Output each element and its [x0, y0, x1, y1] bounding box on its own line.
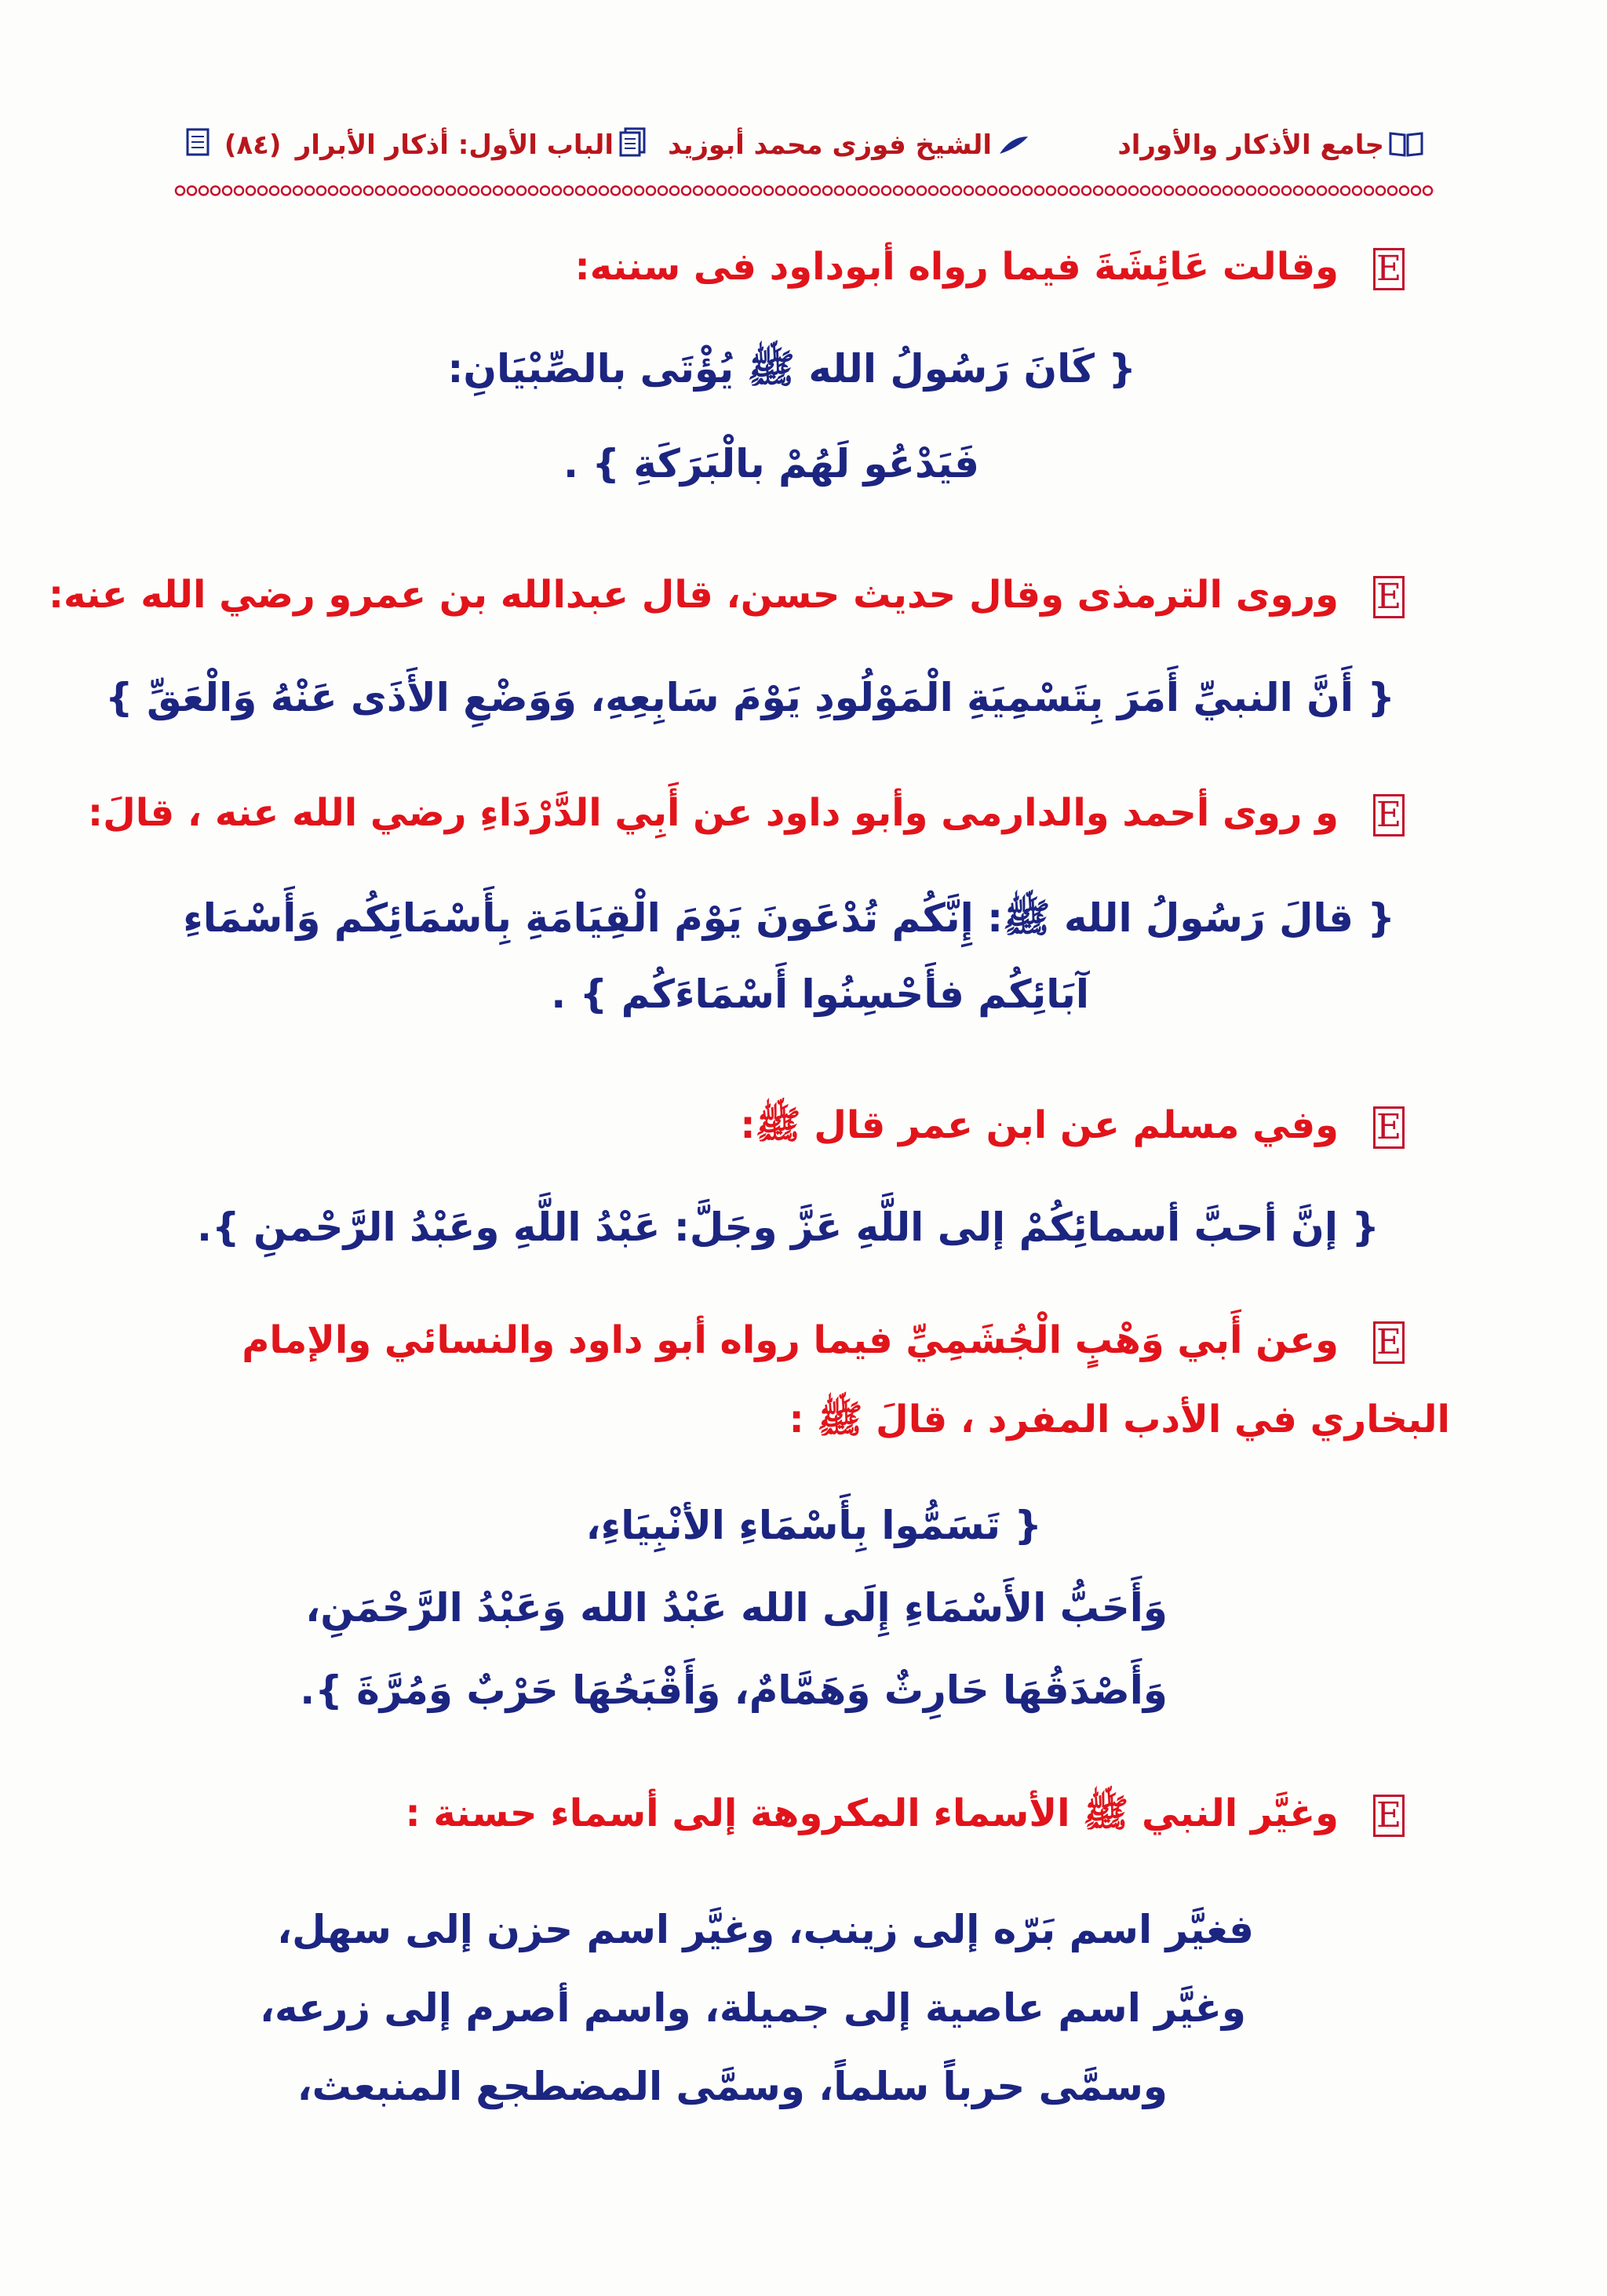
hadith-line: وَأَحَبُّ الأَسْمَاءِ إِلَى الله عَبْدُ الله وَعَبْدُ الرَّحْمَنِ،: [305, 1585, 1168, 1631]
book-title: جامع الأذكار والأوراد: [1117, 118, 1428, 174]
bullet-marker: E: [1373, 248, 1405, 290]
hadith-line: وَأَصْدَقُهَا حَارِثٌ وَهَمَّامٌ، وَأَقْبَحُهَا حَرْبٌ وَمُرَّةَ }.: [300, 1667, 1168, 1713]
hadith-line: فَيَدْعُو لَهُمْ بالْبَرَكَةِ } .: [563, 441, 979, 487]
page-number: (٨٤): [180, 118, 281, 174]
section-heading: Eو روى أحمد والدارمى وأبو داود عن أَبِي الدَّرْدَاءِ رضي الله عنه ، قالَ:: [88, 791, 1405, 836]
author-name: الشيخ فوزى محمد أبوزيد: [668, 118, 1036, 174]
hadith-line: { تَسَمُّوا بِأَسْمَاءِ الأنْبِيَاءِ،: [585, 1503, 1042, 1548]
text-line: وسمَّى حرباً سلماً، وسمَّى المضطجع المنبعث،: [297, 2064, 1168, 2109]
section-heading: Eوقالت عَائِشَةَ فيما رواه أبوداود فى سننه:: [575, 245, 1405, 290]
hadith-line: { كَانَ رَسُولُ الله ﷺ يُؤْتَى بالصِّبْيَانِ:: [447, 346, 1136, 392]
hadith-line: { أَنَّ النبيِّ أَمَرَ بِتَسْمِيَةِ الْمَوْلُودِ يَوْمَ سَابِعِهِ، وَوَضْعِ الأَذَى عَنْهُ وَالْعَقِّ }: [105, 675, 1395, 720]
chapter-title: الباب الأول: أذكار الأبرار: [296, 118, 651, 174]
quill-icon: [997, 119, 1031, 174]
section-heading-continued: البخاري في الأدب المفرد ، قالَ ﷺ :: [789, 1398, 1450, 1441]
section-heading: Eوعن أَبي وَهْبٍ الْجُشَمِيِّ فيما رواه أبو داود والنسائي والإمام: [242, 1318, 1405, 1364]
bullet-marker: E: [1373, 576, 1405, 618]
hadith-line: { إنَّ أحبَّ أسمائِكُمْ إلى اللَّهِ عَزَّ وجَلَّ: عَبْدُ اللَّهِ وعَبْدُ الرَّحْمنِ }.: [197, 1204, 1379, 1250]
text-line: فغيَّر اسم بَرّه إلى زينب، وغيَّر اسم حزن إلى سهل،: [277, 1907, 1254, 1952]
text-line: وغيَّر اسم عاصية إلى جميلة، واسم أصرم إلى زرعه،: [259, 1985, 1246, 2031]
bullet-marker: E: [1373, 1321, 1405, 1364]
hadith-line: { قالَ رَسُولُ الله ﷺ: إِنَّكُم تُدْعَونَ يَوْمَ الْقِيَامَةِ بِأَسْمَائِكُم وَأَسْمَاءِ: [183, 895, 1395, 941]
hadith-line: آبَائِكُم فأَحْسِنُوا أَسْمَاءَكُم } .: [551, 971, 1089, 1017]
section-heading: Eوروى الترمذى وقال حديث حسن، قال عبدالله بن عمرو رضي الله عنه:: [49, 573, 1405, 618]
page-header: [180, 118, 1428, 173]
decorative-border: [174, 182, 1434, 199]
bullet-marker: E: [1373, 1106, 1405, 1149]
section-heading: Eوغيَّر النبي ﷺ الأسماء المكروهة إلى أسماء حسنة :: [405, 1791, 1405, 1845]
bullet-marker: E: [1373, 794, 1405, 836]
page-icon: [185, 119, 210, 174]
section-heading: Eوفي مسلم عن ابن عمر قال ﷺ:: [740, 1102, 1405, 1157]
bullet-marker: E: [1373, 1795, 1405, 1837]
open-book-icon: [1389, 119, 1423, 174]
pages-icon: [618, 119, 647, 174]
